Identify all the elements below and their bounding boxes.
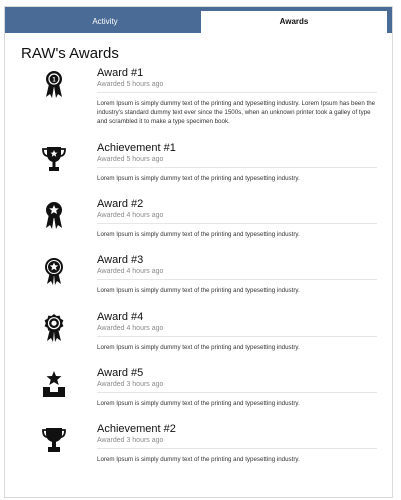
divider bbox=[97, 392, 377, 393]
award-name: Award #4 bbox=[97, 311, 144, 323]
award-timestamp: Awarded 5 hours ago bbox=[97, 156, 164, 163]
svg-text:1: 1 bbox=[52, 77, 56, 84]
award-description: Lorem Ipsum is simply dummy text of the printing and typesetting industry. bbox=[97, 231, 300, 238]
award-name: Achievement #1 bbox=[97, 142, 176, 154]
award-timestamp: Awarded 4 hours ago bbox=[97, 268, 164, 275]
award-name: Award #3 bbox=[97, 254, 144, 266]
award-description: Lorem Ipsum is simply dummy text of the printing and typesetting industry. bbox=[97, 344, 300, 351]
trophy-cup-icon bbox=[41, 144, 67, 174]
award-timestamp: Awarded 4 hours ago bbox=[97, 212, 164, 219]
award-timestamp: Awarded 3 hours ago bbox=[97, 437, 164, 444]
award-description: Lorem Ipsum is simply dummy text of the printing and typesetting industry. bbox=[97, 175, 300, 182]
award-name: Award #5 bbox=[97, 367, 144, 379]
page-title: RAW's Awards bbox=[21, 45, 119, 62]
award-timestamp: Awarded 5 hours ago bbox=[97, 81, 164, 88]
award-name: Award #2 bbox=[97, 198, 144, 210]
award-timestamp: Awarded 3 hours ago bbox=[97, 381, 164, 388]
tab-activity[interactable]: Activity bbox=[9, 11, 201, 33]
podium-star-icon bbox=[41, 369, 67, 399]
star-rosette-icon bbox=[41, 256, 67, 286]
star-ribbon-icon bbox=[41, 200, 67, 230]
award-name: Achievement #2 bbox=[97, 423, 176, 435]
award-description: Lorem Ipsum is simply dummy text of the printing and typesetting industry. bbox=[97, 287, 300, 294]
divider bbox=[97, 92, 377, 93]
awards-panel bbox=[4, 6, 393, 498]
ribbon-medal-icon bbox=[41, 69, 67, 99]
award-list bbox=[5, 7, 392, 497]
trophy-bowl-icon bbox=[41, 425, 67, 455]
divider bbox=[97, 336, 377, 337]
award-description: Lorem Ipsum is simply dummy text of the printing and typesetting industry. Lorem Ipsum has been the industry's standard dummy text ever since the 1500s, when an unknown printer took a galley of type and scrambled it to make a type specimen book. bbox=[97, 100, 376, 125]
award-description: Lorem Ipsum is simply dummy text of the printing and typesetting industry. bbox=[97, 456, 300, 463]
tab-awards[interactable]: Awards bbox=[201, 11, 387, 33]
badge-rosette-icon bbox=[41, 313, 67, 343]
divider bbox=[97, 279, 377, 280]
award-timestamp: Awarded 4 hours ago bbox=[97, 325, 164, 332]
divider bbox=[97, 448, 377, 449]
award-description: Lorem Ipsum is simply dummy text of the printing and typesetting industry. bbox=[97, 400, 300, 407]
divider bbox=[97, 223, 377, 224]
divider bbox=[97, 167, 377, 168]
award-name: Award #1 bbox=[97, 67, 144, 79]
